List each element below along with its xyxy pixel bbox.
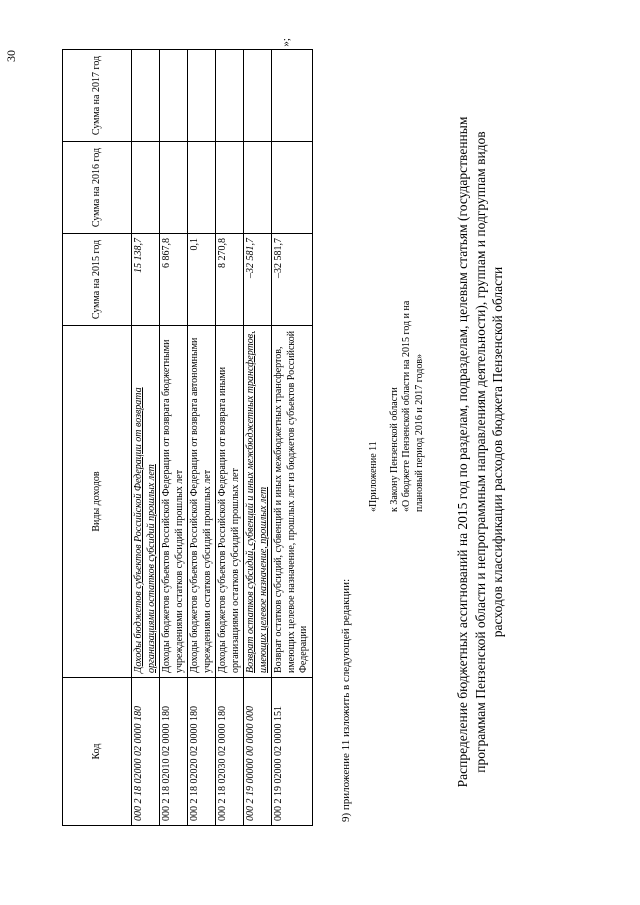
heading-line: расходов классификации расходов бюджета Пензенской области <box>490 266 506 638</box>
row-sum-2017 <box>216 50 244 142</box>
row-sum-2016 <box>188 142 216 234</box>
appendix-line: плановый период 2016 и 2017 годов» <box>413 353 425 512</box>
row-sum-2016 <box>160 142 188 234</box>
amendment-text: 9) приложение 11 изложить в следующей редакции: <box>340 578 352 822</box>
row-code: 000 2 18 02030 02 0000 180 <box>216 678 244 826</box>
row-income-type: Доходы бюджетов субъектов Российской Федерации от возврата автономными учреждениями остатков субсидий прошлых лет <box>188 326 216 678</box>
row-sum-2017 <box>244 50 272 142</box>
header-sum-2015: Сумма на 2015 год <box>63 234 132 326</box>
income-table <box>62 49 313 826</box>
row-sum-2015: 15 138,7 <box>132 234 160 326</box>
row-code: 000 2 19 00000 00 0000 000 <box>244 678 272 826</box>
row-sum-2016 <box>132 142 160 234</box>
row-income-type: Доходы бюджетов субъектов Российской Федерации от возврата организациями остатков субсидий прошлых лет <box>132 326 160 678</box>
closing-quote: »; <box>280 38 292 47</box>
heading-line: Распределение бюджетных ассигнований на 2015 год по разделам, подразделам, целевым статьям (государственным <box>455 116 470 788</box>
appendix-reference <box>368 172 426 512</box>
row-sum-2016 <box>272 142 313 234</box>
header-sum-2016: Сумма на 2016 год <box>63 142 132 234</box>
row-sum-2016 <box>244 142 272 234</box>
table-row <box>216 50 244 826</box>
rotated-page <box>0 12 640 892</box>
row-sum-2015: 6 867,8 <box>160 234 188 326</box>
row-sum-2017 <box>132 50 160 142</box>
row-income-type: Возврат остатков субсидий, субвенций и иных межбюджетных трансфертов, имеющих целевое назначение, прошлых лет из бюджетов субъектов Российской Федерации <box>272 326 313 678</box>
row-sum-2015: 8 270,8 <box>216 234 244 326</box>
row-sum-2017 <box>188 50 216 142</box>
section-heading <box>454 32 507 872</box>
row-sum-2015: –32 581,7 <box>272 234 313 326</box>
appendix-title: «Приложение 11 <box>368 441 379 512</box>
header-sum-2017: Сумма на 2017 год <box>63 50 132 142</box>
page-number: 30 <box>4 50 18 62</box>
heading-line: программам Пензенской области и непрограммным направлениям деятельности), группам и подгруппам видов <box>472 131 488 773</box>
table-row <box>244 50 272 826</box>
row-sum-2017 <box>160 50 188 142</box>
row-sum-2015: –32 581,7 <box>244 234 272 326</box>
table-header-row <box>63 50 132 826</box>
row-sum-2017 <box>272 50 313 142</box>
table-row <box>188 50 216 826</box>
row-code: 000 2 18 02000 02 0000 180 <box>132 678 160 826</box>
appendix-line: «О бюджете Пензенской области на 2015 год и на <box>401 300 412 512</box>
header-income-type: Виды доходов <box>63 326 132 678</box>
row-income-type: Возврат остатков субсидий, субвенций и иных межбюджетных трансфертов, имеющих целевое назначение, прошлых лет <box>244 326 272 678</box>
row-sum-2016 <box>216 142 244 234</box>
row-sum-2015: 0,1 <box>188 234 216 326</box>
row-code: 000 2 19 02000 02 0000 151 <box>272 678 313 826</box>
table-row <box>160 50 188 826</box>
table-row <box>132 50 160 826</box>
row-code: 000 2 18 02020 02 0000 180 <box>188 678 216 826</box>
appendix-line: к Закону Пензенской области <box>388 387 400 512</box>
header-code: Код <box>63 678 132 826</box>
row-income-type: Доходы бюджетов субъектов Российской Федерации от возврата иными организациями остатков субсидий прошлых лет <box>216 326 244 678</box>
table-row <box>272 50 313 826</box>
row-code: 000 2 18 02010 02 0000 180 <box>160 678 188 826</box>
row-income-type: Доходы бюджетов субъектов Российской Федерации от возврата бюджетными учреждениями остатков субсидий прошлых лет <box>160 326 188 678</box>
